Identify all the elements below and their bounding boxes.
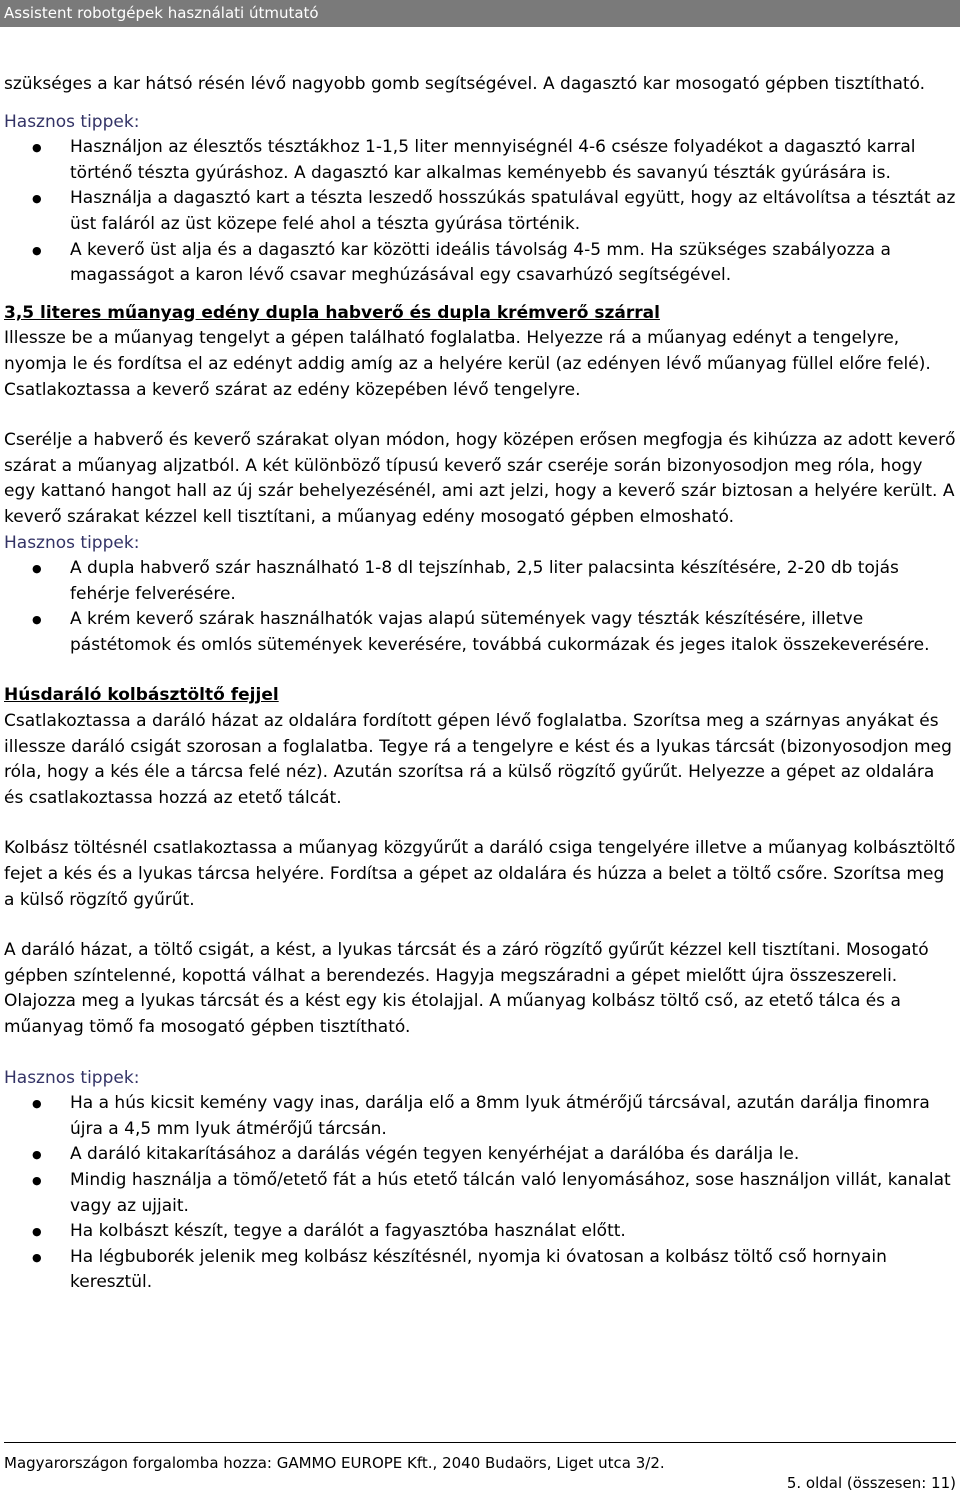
- list-item: ● Használjon az élesztős tésztákhoz 1-1,5 liter mennyiségnél 4-6 csésze folyadékot a dagasztó karral történő tészta gyúráshoz. A dagasztó kar alkalmas keményebb és savanyú tészták gyúrására is.: [4, 135, 956, 186]
- tips-list-3: [4, 1091, 956, 1296]
- list-item: ● Ha kolbászt készít, tegye a darálót a fagyasztóba használat előtt.: [4, 1219, 956, 1245]
- document-header: [0, 0, 960, 27]
- document-body: [4, 72, 956, 1296]
- list-item: ● A krém keverő szárak használhatók vajas alapú sütemények vagy tészták készítésére, illetve pástétomok és omlós sütemények keverésére, továbbá cukormázak és jeges italok összekeverésére.: [4, 607, 956, 658]
- paragraph-bowl-1: Illessze be a műanyag tengelyt a gépen található foglalatba. Helyezze rá a műanyag edényt a tengelyre, nyomja le és fordítsa el az edényt addig amíg az a helyére kerül (az edényen lévő műanyag füllel előre felé). Csatlakoztassa a keverő szárat az edény közepében lévő tengelyre.: [4, 328, 931, 400]
- paragraph-grinder-2: Kolbász töltésnél csatlakoztassa a műanyag közgyűrűt a daráló csiga tengelyére illetve a műanyag kolbásztöltő fejet a kés és a lyukas tárcsa helyére. Fordítsa a gépet az oldalára és húzza a belet a töltő csőre. Szorítsa meg a külső rögzítő gyűrűt.: [4, 838, 956, 910]
- paragraph-grinder-3: A daráló házat, a töltő csigát, a kést, a lyukas tárcsát és a záró rögzítő gyűrűt kézzel kell tisztítani. Mosogató gépben színtelenné, kopottá válhat a berendezés. Hagyja megszáradni a gépet mielőtt újra összeszereli. Olajozza meg a lyukas tárcsát és a kést egy kis étolajjal. A műanyag kolbász töltő cső, az etető tálca és a műanyag tömő fa mosogató gépben tisztítható.: [4, 940, 929, 1037]
- list-item: ● A dupla habverő szár használható 1-8 dl tejszínhab, 2,5 liter palacsinta készítésére, 2-20 db tojás fehérje felverésére.: [4, 556, 956, 607]
- paragraph-intro: szükséges a kar hátsó résén lévő nagyobb gomb segítségével. A dagasztó kar mosogató gépben tisztítható.: [4, 74, 926, 94]
- list-item: ● Mindig használja a tömő/etető fát a hús etető tálcán való lenyomásához, sose használjon villát, kanalat vagy az ujjait.: [4, 1168, 956, 1219]
- tips-list-2: [4, 556, 956, 658]
- tips-label-3: Hasznos tippek:: [4, 1067, 140, 1088]
- list-item: ● Ha a hús kicsit kemény vagy inas, darálja elő a 8mm lyuk átmérőjű tárcsával, azután darálja finomra újra a 4,5 mm lyuk átmérőjű tárcsán.: [4, 1091, 956, 1142]
- header-title: Assistent robotgépek használati útmutató: [4, 4, 319, 22]
- section-title-bowl: 3,5 literes műanyag edény dupla habverő és dupla krémverő szárral: [4, 302, 660, 323]
- list-item: ● A daráló kitakarításához a darálás végén tegyen kenyérhéjat a darálóba és darálja le.: [4, 1142, 956, 1168]
- tips-label-2: Hasznos tippek:: [4, 532, 140, 553]
- paragraph-bowl-2: Cserélje a habverő és keverő szárakat olyan módon, hogy középen erősen megfogja és kihúzza az adott keverő szárat a műanyag aljzatból. A két különböző típusú keverő szár cseréje során bizonyosodjon meg róla, hogy egy kattanó hangot hall az új szár behelyezésénél, ami azt jelzi, hogy a keverő szár biztosan a helyére került. A keverő szárakat kézzel kell tisztítani, a műanyag edény mosogató gépben elmosható.: [4, 430, 956, 527]
- tips-label-1: Hasznos tippek:: [4, 111, 140, 132]
- footer-distributor: Magyarországon forgalomba hozza: GAMMO EUROPE Kft., 2040 Budaörs, Liget utca 3/2.: [4, 1454, 665, 1472]
- page-number: 5. oldal (összesen: 11): [786, 1474, 956, 1492]
- footer-divider: [4, 1442, 956, 1443]
- paragraph-grinder-1: Csatlakoztassa a daráló házat az oldalára fordított gépen lévő foglalatba. Szorítsa meg a szárnyas anyákat és illessze daráló csigát szorosan a foglalatba. Tegye rá a tengelyre e kést és a lyukas tárcsát (bizonyosodjon meg róla, hogy a kés éle a tárcsa felé néz). Azután szorítsa rá a külső rögzítő gyűrűt. Helyezze a gépet az oldalára és csatlakoztassa hozzá az etető tálcát.: [4, 711, 952, 808]
- section-title-grinder: Húsdaráló kolbásztöltő fejjel: [4, 685, 279, 706]
- list-item: ● Ha légbuborék jelenik meg kolbász készítésnél, nyomja ki óvatosan a kolbász töltő cső hornyain keresztül.: [4, 1245, 956, 1296]
- tips-list-1: [4, 135, 956, 289]
- list-item: ● Használja a dagasztó kart a tészta leszedő hosszúkás spatulával együtt, hogy az eltávolítsa a tésztát az üst faláról az üst közepe felé ahol a tészta gyúrása történik.: [4, 186, 956, 237]
- list-item: ● A keverő üst alja és a dagasztó kar közötti ideális távolság 4-5 mm. Ha szükséges szabályozza a magasságot a karon lévő csavar meghúzásával egy csavarhúzó segítségével.: [4, 238, 956, 289]
